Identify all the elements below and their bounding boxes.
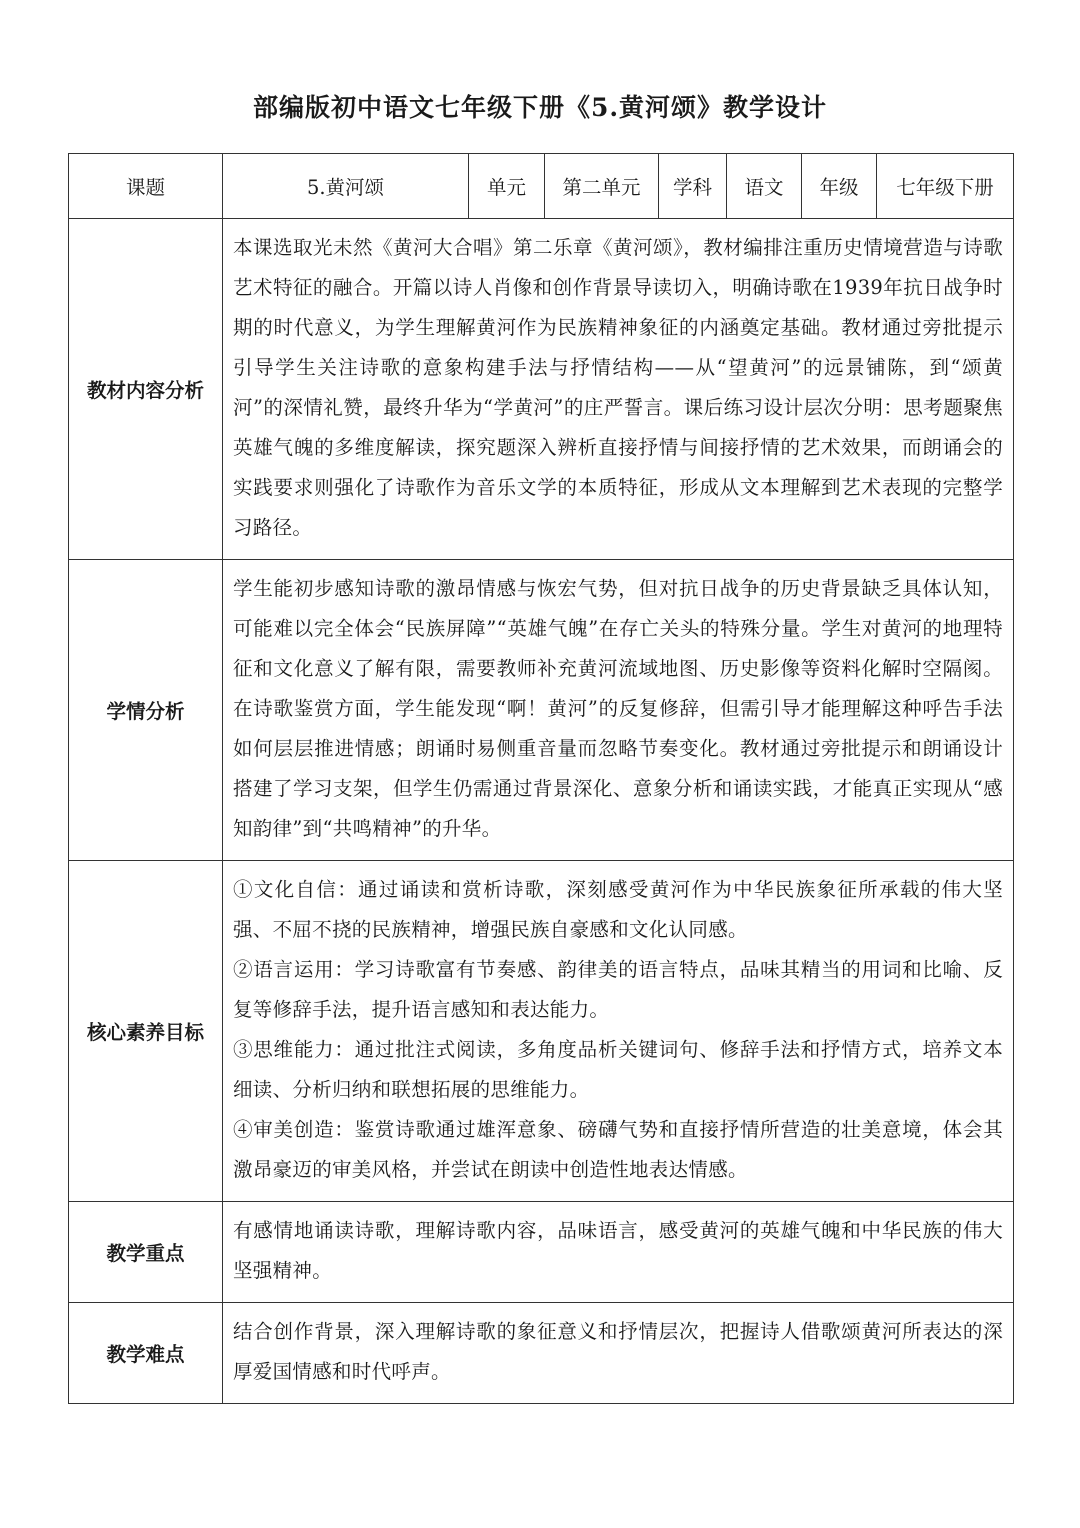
material-analysis-text: 本课选取光未然《黄河大合唱》第二乐章《黄河颂》，教材编排注重历史情境营造与诗歌艺术特征的融合。开篇以诗人肖像和创作背景导读切入，明确诗歌在1939年抗日战争时期的时代意义，为学生理解黄河作为民族精神象征的内涵奠定基础。教材通过旁批提示引导学生关注诗歌的意象构建手法与抒情结构——从“望黄河”的远景铺陈，到“颂黄河”的深情礼赞，最终升华为“学黄河”的庄严誓言。课后练习设计层次分明：思考题聚焦英雄气魄的多维度解读，探究题深入辨析直接抒情与间接抒情的艺术效果，而朗诵会的实践要求则强化了诗歌作为音乐文学的本质特征，形成从文本理解到艺术表现的完整学习路径。 (223, 219, 1014, 560)
core-goals-label: 核心素养目标 (69, 861, 223, 1202)
subject-label: 学科 (659, 154, 727, 219)
student-analysis-label: 学情分析 (69, 560, 223, 861)
difficulties-text: 结合创作背景，深入理解诗歌的象征意义和抒情层次，把握诗人借歌颂黄河所表达的深厚爱国情感和时代呼声。 (223, 1303, 1014, 1404)
difficulties-row (69, 1303, 1014, 1404)
topic-label: 课题 (69, 154, 223, 219)
document-title: 部编版初中语文七年级下册《5.黄河颂》教学设计 (252, 93, 828, 122)
grade-label: 年级 (802, 154, 877, 219)
core-goals-list (223, 861, 1014, 1202)
student-analysis-row (69, 560, 1014, 861)
goal-item: ②语言运用：学习诗歌富有节奏感、韵律美的语言特点，品味其精当的用词和比喻、反复等修辞手法，提升语言感知和表达能力。 (233, 958, 1003, 1021)
student-analysis-text: 学生能初步感知诗歌的激昂情感与恢宏气势，但对抗日战争的历史背景缺乏具体认知，可能难以完全体会“民族屏障”“英雄气魄”在存亡关头的特殊分量。学生对黄河的地理特征和文化意义了解有限，需要教师补充黄河流域地图、历史影像等资料化解时空隔阂。在诗歌鉴赏方面，学生能发现“啊！黄河”的反复修辞，但需引导才能理解这种呼告手法如何层层推进情感；朗诵时易侧重音量而忽略节奏变化。教材通过旁批提示和朗诵设计搭建了学习支架，但学生仍需通过背景深化、意象分析和诵读实践，才能真正实现从“感知韵律”到“共鸣精神”的升华。 (223, 560, 1014, 861)
goal-item: ③思维能力：通过批注式阅读，多角度品析关键词句、修辞手法和抒情方式，培养文本细读、分析归纳和联想拓展的思维能力。 (233, 1038, 1003, 1101)
unit-label: 单元 (469, 154, 545, 219)
core-goals-row (69, 861, 1014, 1202)
key-points-text: 有感情地诵读诗歌，理解诗歌内容，品味语言，感受黄河的英雄气魄和中华民族的伟大坚强精神。 (223, 1202, 1014, 1303)
unit-value: 第二单元 (545, 154, 659, 219)
goal-item: ①文化自信：通过诵读和赏析诗歌，深刻感受黄河作为中华民族象征所承载的伟大坚强、不屈不挠的民族精神，增强民族自豪感和文化认同感。 (233, 878, 1003, 941)
material-analysis-label: 教材内容分析 (69, 219, 223, 560)
lesson-plan-table (68, 153, 1014, 1404)
topic-value: 5.黄河颂 (223, 154, 469, 219)
grade-value: 七年级下册 (877, 154, 1014, 219)
material-analysis-row (69, 219, 1014, 560)
header-row (69, 154, 1014, 219)
subject-value: 语文 (727, 154, 802, 219)
difficulties-label: 教学难点 (69, 1303, 223, 1404)
goal-item: ④审美创造：鉴赏诗歌通过雄浑意象、磅礴气势和直接抒情所营造的壮美意境，体会其激昂豪迈的审美风格，并尝试在朗读中创造性地表达情感。 (233, 1118, 1003, 1181)
key-points-row (69, 1202, 1014, 1303)
key-points-label: 教学重点 (69, 1202, 223, 1303)
